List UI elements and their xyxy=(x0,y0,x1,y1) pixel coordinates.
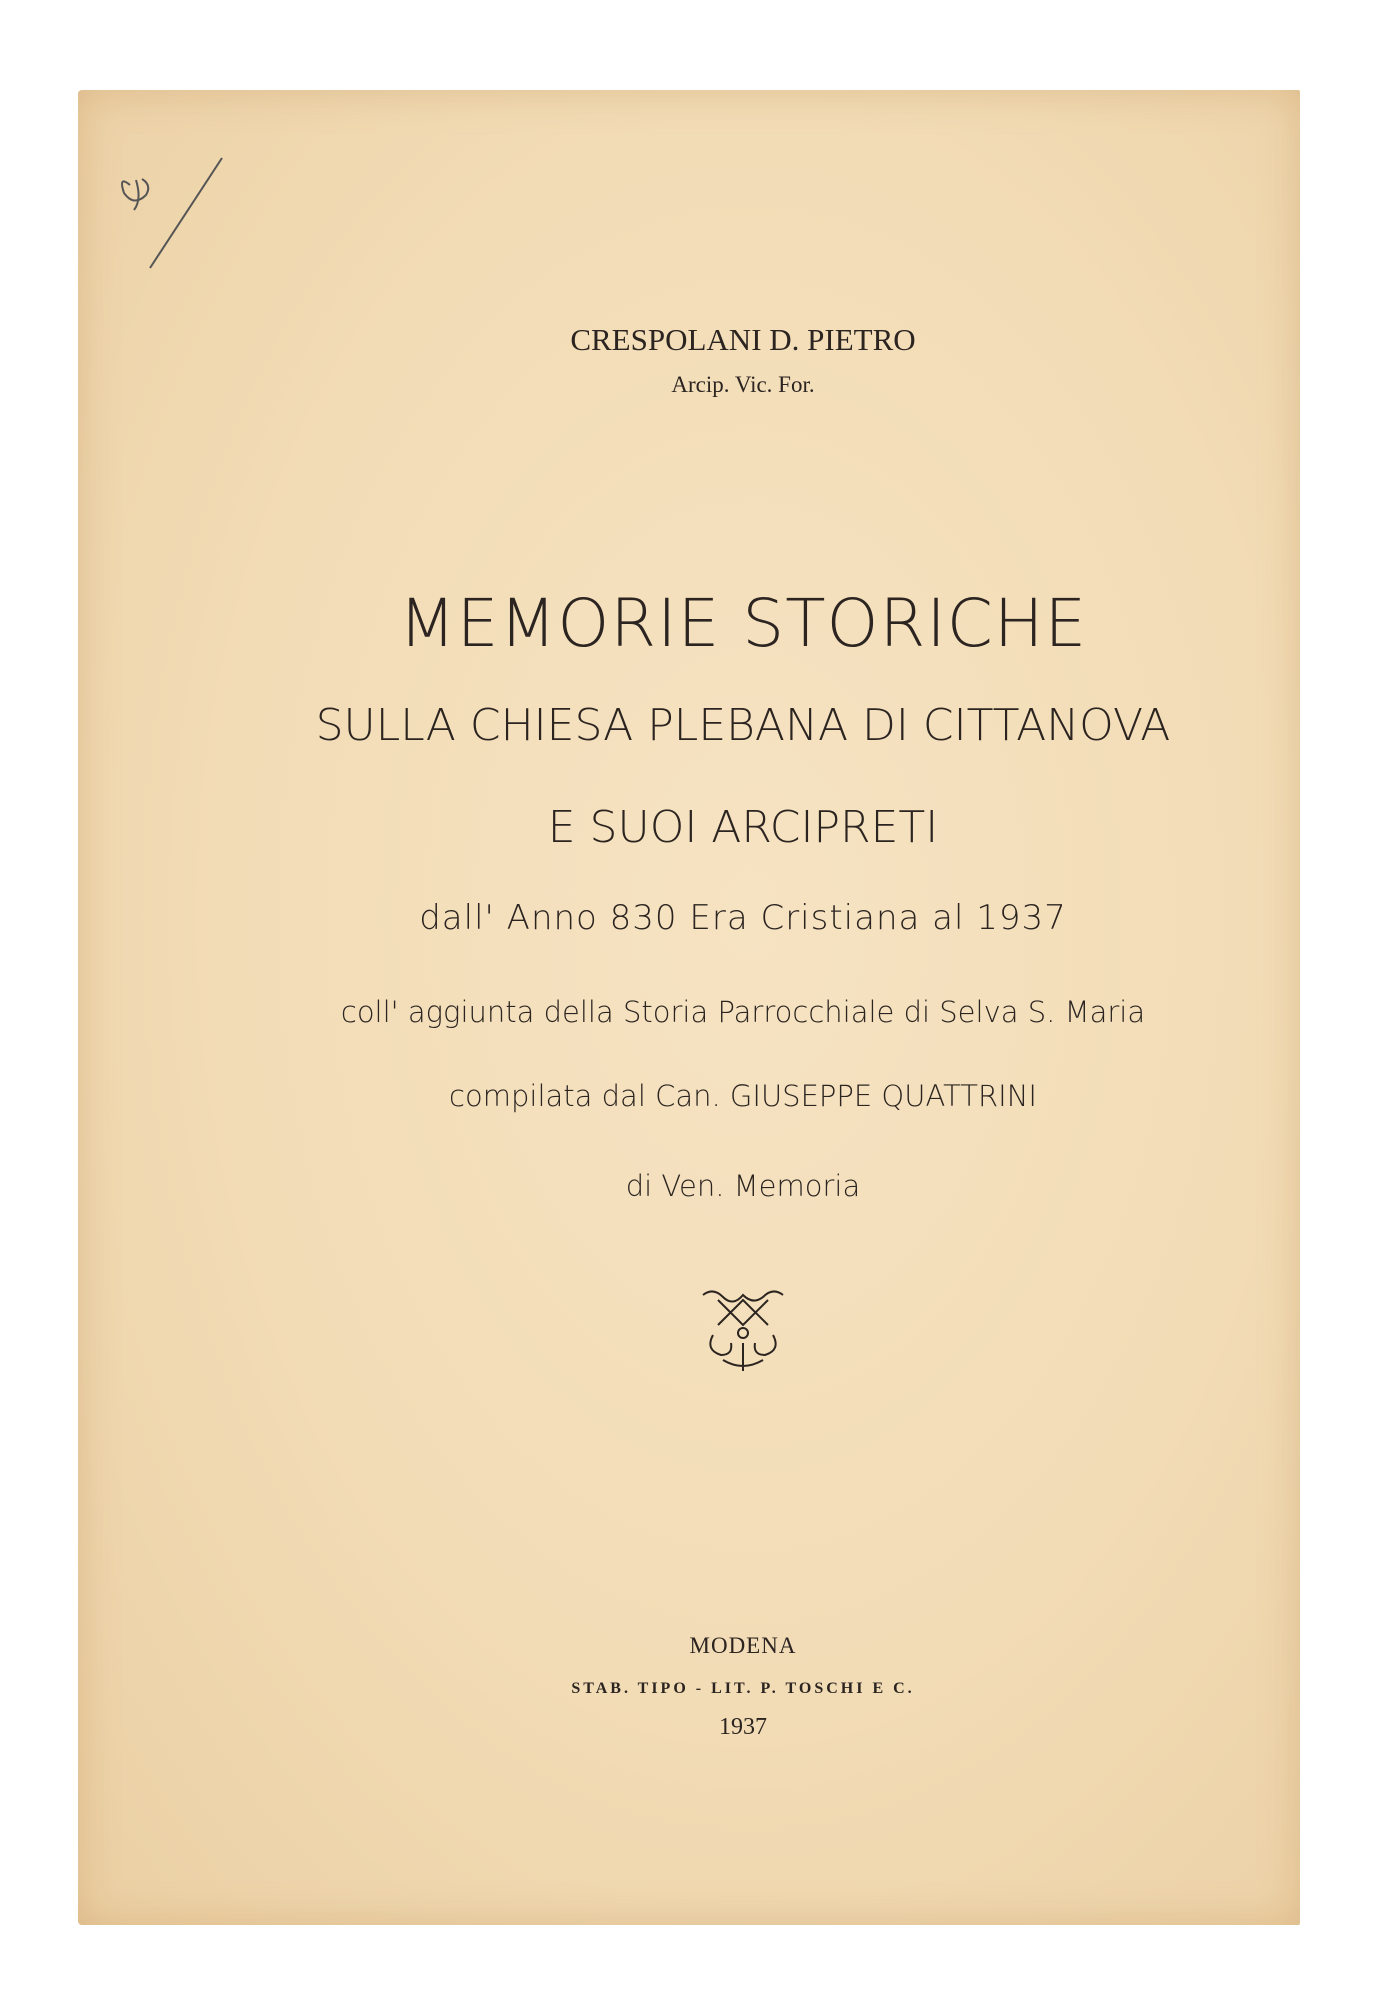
compiler-credit: compilata dal Can. GIUSEPPE QUATTRINI xyxy=(449,1079,1037,1113)
subtitle-line-2: E SUOI ARCIPRETI xyxy=(547,802,939,853)
handwritten-mark xyxy=(110,150,240,280)
author-role: Arcip. Vic. For. xyxy=(671,372,815,397)
date-range: dall' Anno 830 Era Cristiana al 1937 xyxy=(419,898,1067,938)
addition-note: coll' aggiunta della Storia Parrocchiale di Selva S. Maria xyxy=(340,995,1146,1029)
printer-name: STAB. TIPO - LIT. P. TOSCHI E C. xyxy=(571,1680,915,1697)
publication-city: MODENA xyxy=(689,1633,797,1658)
author-name: CRESPOLANI D. PIETRO xyxy=(570,322,916,357)
ornament-icon xyxy=(698,1285,788,1375)
main-title: MEMORIE STORICHE xyxy=(398,585,1088,662)
memorial-note: di Ven. Memoria xyxy=(625,1169,861,1203)
subtitle-line-1: SULLA CHIESA PLEBANA DI CITTANOVA xyxy=(315,700,1171,751)
publication-year: 1937 xyxy=(719,1714,767,1740)
